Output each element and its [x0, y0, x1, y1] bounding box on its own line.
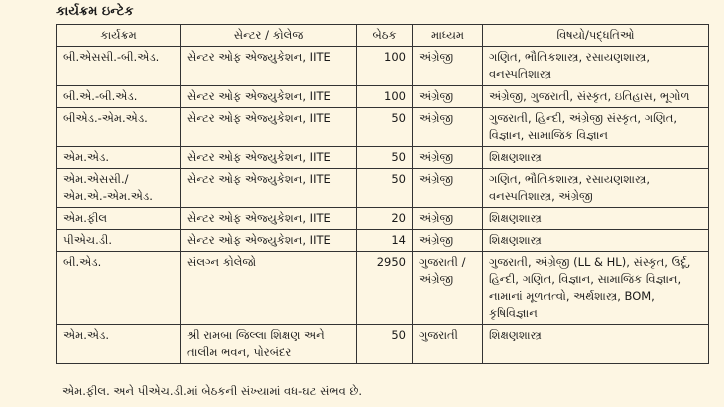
cell-center: સેન્ટર ઓફ એજ્યુકેશન, IITE: [181, 86, 357, 108]
intake-table: [56, 24, 709, 364]
header-medium: માધ્યમ: [413, 25, 483, 47]
header-subjects: વિષયો/પદ્ધતિઓ: [483, 25, 709, 47]
cell-seats: 100: [357, 86, 413, 108]
cell-center: સેન્ટર ઓફ એજ્યુકેશન, IITE: [181, 147, 357, 169]
cell-center: સેન્ટર ઓફ એજ્યુકેશન, IITE: [181, 108, 357, 147]
cell-subjects: શિક્ષણશાસ્ત્ર: [483, 147, 709, 169]
cell-subjects: ગણિત, ભૌતિકશાસ્ત્ર, રસાયણશાસ્ત્ર, વનસ્પતિશાસ્ત્ર, અંગ્રેજી: [483, 169, 709, 208]
cell-subjects: અંગ્રેજી, ગુજરાતી, સંસ્કૃત, ઇતિહાસ, ભૂગોળ: [483, 86, 709, 108]
cell-program: બી.એસસી.-બી.એડ.: [57, 47, 181, 86]
table-row: [57, 230, 709, 252]
header-seats: બેઠક: [357, 25, 413, 47]
table-footnote: એમ.ફીલ. અને પીએચ.ડી.માં બેઠકની સંખ્યામાં વધ-ઘટ સંભવ છે.: [62, 384, 362, 398]
cell-medium: અંગ્રેજી: [413, 86, 483, 108]
cell-seats: 20: [357, 208, 413, 230]
header-program: કાર્યક્રમ: [57, 25, 181, 47]
cell-program: પીએચ.ડી.: [57, 230, 181, 252]
cell-subjects: શિક્ષણશાસ્ત્ર: [483, 230, 709, 252]
table-row: [57, 47, 709, 86]
cell-program: બીએડ.-એમ.એડ.: [57, 108, 181, 147]
cell-program: એમ.એડ.: [57, 147, 181, 169]
cell-medium: અંગ્રેજી: [413, 147, 483, 169]
cell-program: બી.એડ.: [57, 252, 181, 325]
table-row: [57, 86, 709, 108]
cell-subjects: શિક્ષણશાસ્ત્ર: [483, 208, 709, 230]
table-row: [57, 325, 709, 364]
cell-seats: 50: [357, 169, 413, 208]
table-row: [57, 147, 709, 169]
cell-program: એમ.એડ.: [57, 325, 181, 364]
table-header-row: [57, 25, 709, 47]
cell-medium: અંગ્રેજી: [413, 47, 483, 86]
cell-center: શ્રી રામબા જિલ્લા શિક્ષણ અને તાલીમ ભવન, પોરબંદર: [181, 325, 357, 364]
cell-seats: 100: [357, 47, 413, 86]
cell-medium: અંગ્રેજી: [413, 208, 483, 230]
cell-subjects: ગણિત, ભૌતિકશાસ્ત્ર, રસાયણશાસ્ત્ર, વનસ્પતિશાસ્ત્ર: [483, 47, 709, 86]
cell-medium: ગુજરાતી: [413, 325, 483, 364]
cell-center: સેન્ટર ઓફ એજ્યુકેશન, IITE: [181, 169, 357, 208]
page-heading: કાર્યક્રમ ઇન્ટેક: [56, 4, 134, 19]
header-center: સેન્ટર / કોલેજ: [181, 25, 357, 47]
cell-medium: ગુજરાતી /અંગ્રેજી: [413, 252, 483, 325]
cell-center: સંલગ્ન કોલેજો: [181, 252, 357, 325]
cell-subjects: શિક્ષણશાસ્ત્ર: [483, 325, 709, 364]
cell-medium: અંગ્રેજી: [413, 169, 483, 208]
cell-program: એમ.એસસી./ એમ.એ.-એમ.એડ.: [57, 169, 181, 208]
cell-center: સેન્ટર ઓફ એજ્યુકેશન, IITE: [181, 230, 357, 252]
cell-center: સેન્ટર ઓફ એજ્યુકેશન, IITE: [181, 208, 357, 230]
cell-program: બી.એ.-બી.એડ.: [57, 86, 181, 108]
cell-program: એમ.ફીલ: [57, 208, 181, 230]
cell-center: સેન્ટર ઓફ એજ્યુકેશન, IITE: [181, 47, 357, 86]
cell-seats: 14: [357, 230, 413, 252]
cell-medium: અંગ્રેજી: [413, 230, 483, 252]
table-row: [57, 208, 709, 230]
table-row: [57, 108, 709, 147]
cell-seats: 2950: [357, 252, 413, 325]
cell-seats: 50: [357, 108, 413, 147]
table-row: [57, 169, 709, 208]
cell-subjects: ગુજરાતી, હિન્દી, અંગ્રેજી સંસ્કૃત, ગણિત, વિજ્ઞાન, સામાજિક વિજ્ઞાન: [483, 108, 709, 147]
cell-medium: અંગ્રેજી: [413, 108, 483, 147]
cell-subjects: ગુજરાતી, અંગ્રેજી (LL & HL), સંસ્કૃત, ઉર્દૂ, હિન્દી, ગણિત, વિજ્ઞાન, સામાજિક વિજ્ઞાન, નામાનાં મૂળતત્વો, અર્થશાસ્ત્ર, BOM, કૃષિવિજ્ઞાન: [483, 252, 709, 325]
cell-seats: 50: [357, 325, 413, 364]
cell-seats: 50: [357, 147, 413, 169]
table-row: [57, 252, 709, 325]
